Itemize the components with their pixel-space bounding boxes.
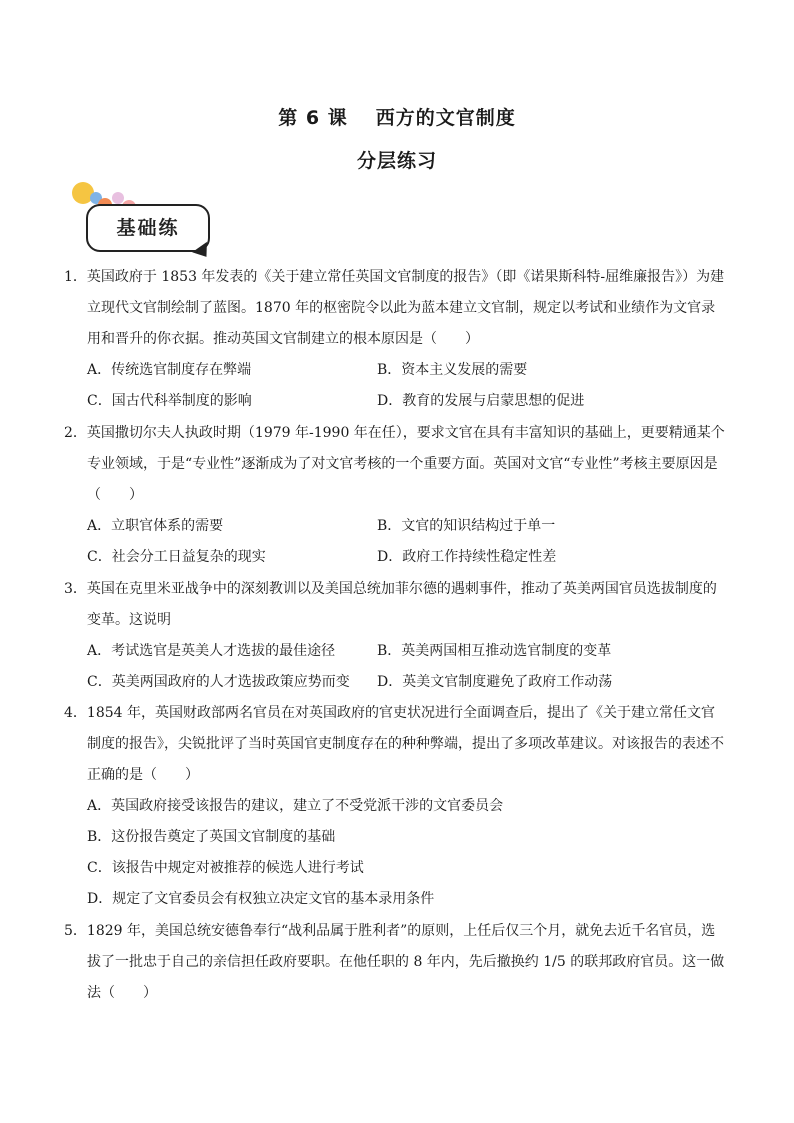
option-a[interactable]: A．传统选官制度存在弊端: [87, 362, 252, 378]
question-stem: 3．英国在克里米亚战争中的深刻教训以及美国总统加菲尔德的遇刺事件，推动了英美两国官员选拔制度的变革。这说明: [64, 581, 717, 628]
question-stem: 4．1854 年，英国财政部两名官员在对英国政府的官吏状况进行全面调查后，提出了《关于建立常任文官制度的报告》，尖锐批评了当时英国官吏制度存在的种种弊端，提出了多项改革建议。对该报告的表述不正确的是（ ）: [64, 705, 724, 783]
section-label: 基础练: [116, 217, 180, 239]
option-c[interactable]: C．英美两国政府的人才选拔政策应势而变: [87, 674, 350, 690]
option-row: [87, 511, 728, 542]
lesson-number: 第 6 课: [278, 107, 348, 129]
option-d[interactable]: D．教育的发展与启蒙思想的促进: [377, 393, 585, 409]
lesson-title: 西方的文官制度: [375, 107, 516, 129]
option-d[interactable]: D．政府工作持续性稳定性差: [377, 549, 557, 565]
option-d[interactable]: D．英美文官制度避免了政府工作动荡: [377, 674, 613, 690]
option-d[interactable]: D．规定了文官委员会有权独立决定文官的基本录用条件: [87, 891, 435, 907]
option-b[interactable]: B．英美两国相互推动选官制度的变革: [377, 643, 612, 659]
option-b[interactable]: B．文官的知识结构过于单一: [377, 518, 556, 534]
option-a[interactable]: A．立职官体系的需要: [87, 518, 224, 534]
option-row: [87, 542, 728, 573]
option-row: [87, 386, 728, 417]
option-row: [87, 355, 728, 386]
question-5: [64, 916, 728, 1009]
question-stem: 2．英国撒切尔夫人执政时期（1979 年-1990 年在任），要求文官在具有丰富知识的基础上，更要精通某个专业领域，于是“专业性”逐渐成为了对文官考核的一个重要方面。英国对文官“专业性”考核主要原因是（ ）: [64, 425, 725, 503]
option-b[interactable]: B．资本主义发展的需要: [377, 362, 528, 378]
lesson-heading: [0, 103, 794, 130]
question-3: [64, 574, 728, 698]
option-b[interactable]: B．这份报告奠定了英国文官制度的基础: [87, 829, 336, 845]
subtitle: 分层练习: [356, 150, 437, 172]
question-1: [64, 262, 728, 417]
option-row: [87, 636, 728, 667]
option-row: [87, 667, 728, 698]
question-stem: 1．英国政府于 1853 年发表的《关于建立常任英国文官制度的报告》（即《诺果斯科特-屈维廉报告》）为建立现代文官制绘制了蓝图。1870 年的枢密院令以此为蓝本建立文官制，规定以考试和业绩作为文官录用和晋升的你衣据。推动英国文官制建立的根本原因是（ ）: [64, 269, 725, 347]
section-badge: [70, 178, 215, 258]
question-2: [64, 418, 728, 573]
option-c[interactable]: C．社会分工日益复杂的现实: [87, 549, 266, 565]
option-c[interactable]: C．该报告中规定对被推荐的候选人进行考试: [87, 860, 364, 876]
option-a[interactable]: A．英国政府接受该报告的建议，建立了不受党派干涉的文官委员会: [87, 798, 504, 814]
question-stem: 5．1829 年，美国总统安德鲁奉行“战利品属于胜利者”的原则，上任后仅三个月，就免去近千名官员，选拔了一批忠于自己的亲信担任政府要职。在他任职的 8 年内，先后撤换约 1/5 的联邦政府官员。这一做法（ ）: [64, 923, 725, 1001]
option-a[interactable]: A．考试选官是英美人才选拔的最佳途径: [87, 643, 336, 659]
option-c[interactable]: C．国古代科举制度的影响: [87, 393, 252, 409]
question-4: [64, 698, 728, 915]
